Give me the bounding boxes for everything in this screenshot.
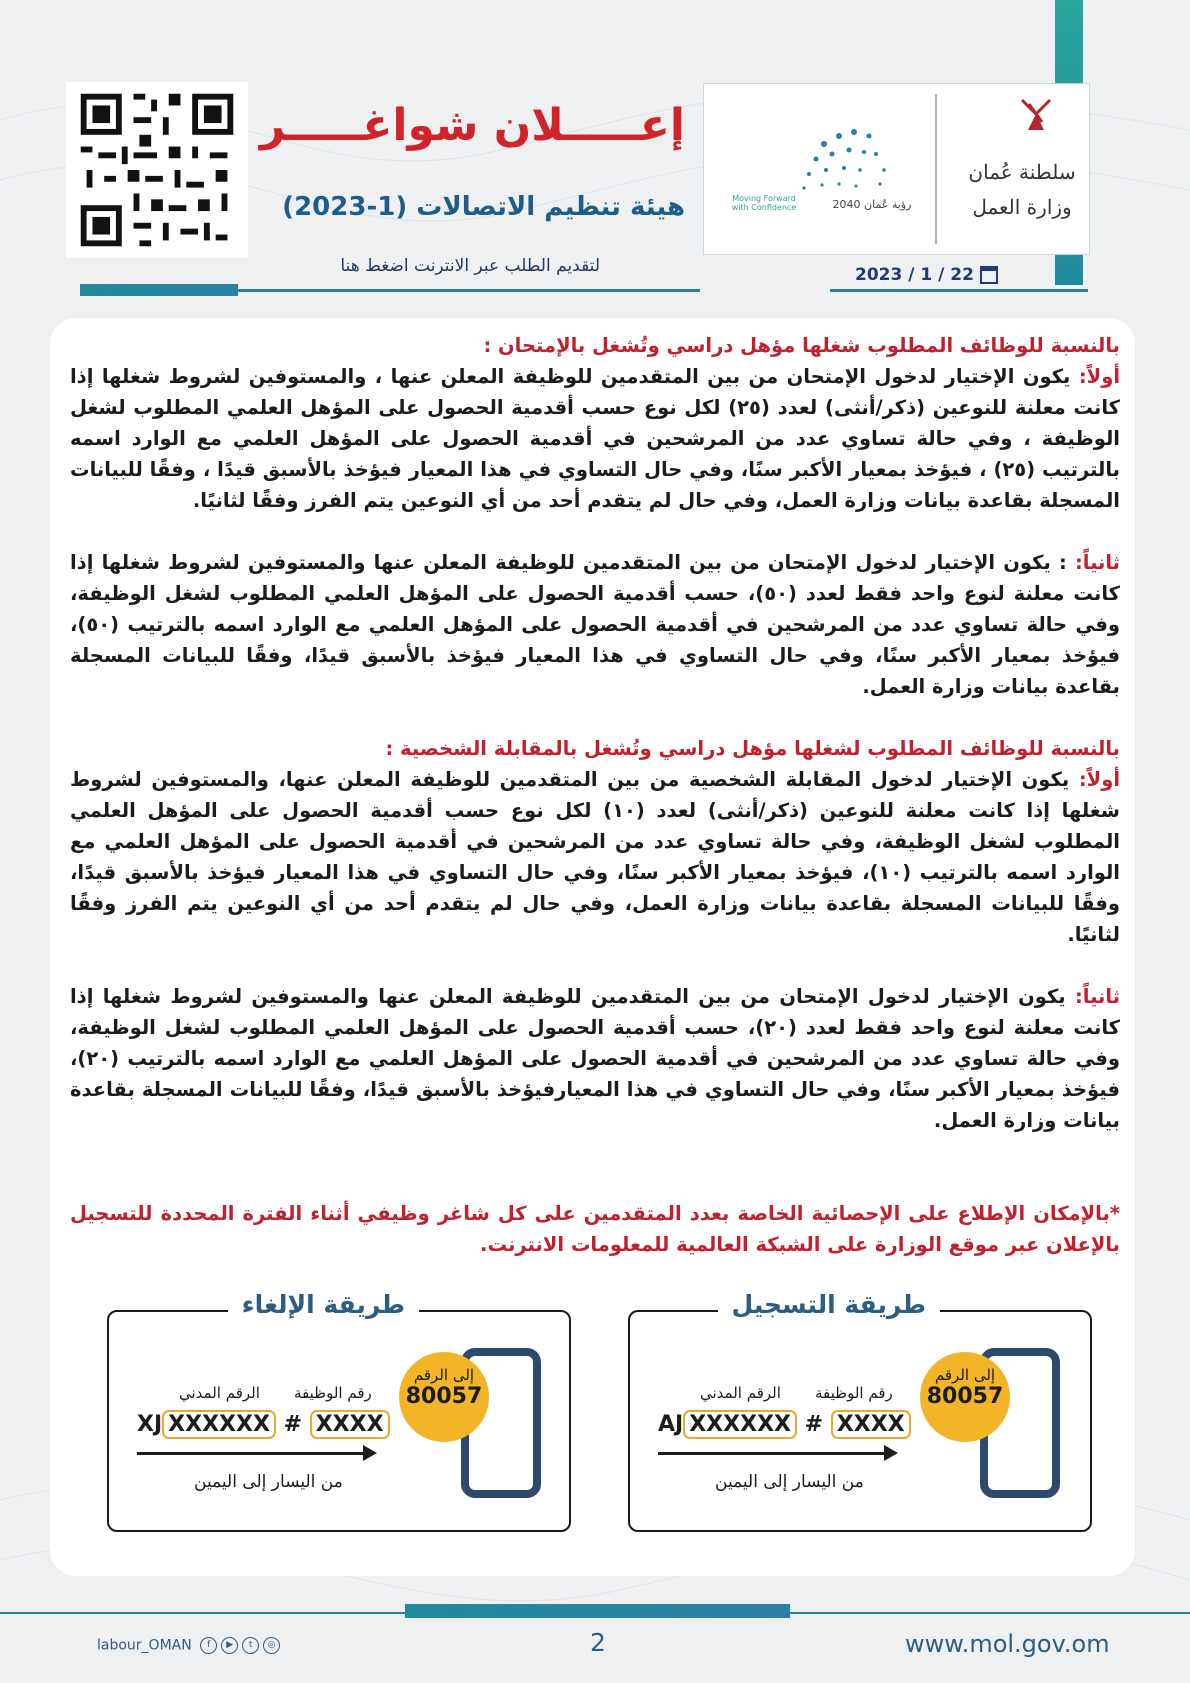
ministry-logo-box (703, 83, 1090, 255)
sms-number-bubble (399, 1352, 489, 1442)
section2-first-text: يكون الإختيار لدخول المقابلة الشخصية من بين المتقدمين للوظيفة المعلن عنها، والمستوفين لشروط شغلها إذا كانت معلنة للنوعين (ذكر/أنثى) لعدد (١٠) لكل نوع حسب أقدمية الحصول على المؤهل العلمي المطلوب لشغل الوظيفة، وفي حالة تساوي عدد من المرشحين في أقدمية الحصول على المؤهل العلمي مع الوارد اسمه بالترتيب (١٠)، فيؤخذ بمعيار الأكبر سنًا، وفي حال التساوي في هذا المعيار فيؤخذ بالأسبق قيدًا، وفقًا للبيانات المسجلة بقاعدة بيانات وزارة العمل، وفي حال لم يتقدم أحد من أي النوعين يتم الفرز وفقًا لثانيًا. (70, 768, 1120, 946)
social-handle[interactable]: labour_OMAN (97, 1637, 192, 1654)
section2-first-lead: أولاً: (1078, 768, 1120, 791)
registration-title: طريقة التسجيل (718, 1290, 940, 1319)
registration-method-box (628, 1290, 1092, 1532)
announcement-body (70, 330, 1120, 1260)
civil-number-label: الرقم المدني (179, 1384, 260, 1402)
instagram-icon[interactable]: ◎ (263, 1637, 280, 1654)
cancellation-title: طريقة الإلغاء (228, 1290, 419, 1319)
qr-code-icon (66, 82, 248, 258)
hash-separator: # (283, 1412, 303, 1437)
statistics-note: *بالإمكان الإطلاع على الإحصائية الخاصة بعدد المتقدمين على كل شاغر وظيفي أثناء الفترة المحددة للتسجيل بالإعلان عبر موقع الوزارة على الشبكة العالمية للمعلومات الانترنت. (70, 1202, 1120, 1256)
section1-first-text: يكون الإختيار لدخول الإمتحان من بين المتقدمين للوظيفة المعلن عنها ، والمستوفين لشروط شغلها إذا كانت معلنة للنوعين (ذكر/أنثى) لعدد (٢٥) لكل نوع حسب أقدمية الحصول على المؤهل العلمي المطلوب لشغل الوظيفة ، وفي حالة تساوي عدد من المرشحين في أقدمية الحصول على المؤهل العلمي مع الوارد اسمه بالترتيب (٢٥) ، فيؤخذ بمعيار الأكبر سنًا، وفي حال التساوي في هذا المعيار فيؤخذ بالأسبق قيدًا ، وفقًا للبيانات المسجلة بقاعدة بيانات وزارة العمل، وفي حال لم يتقدم أحد من أي النوعين يتم الفرز وفقًا لثانيًا. (70, 365, 1121, 512)
sms-format (137, 1410, 390, 1439)
section1-second-text: : يكون الإختيار لدخول الإمتحان من بين المتقدمين للوظيفة المعلن عنها والمستوفين لشروط شغلها إذا كانت معلنة لنوع واحد فقط لعدد (٥٠)، حسب أقدمية الحصول على المؤهل العلمي المطلوب لشغل الوظيفة، وفي حالة تساوي عدد من المرشحين في أقدمية الحصول على المؤهل العلمي مع الوارد اسمه بالترتيب (٥٠)، فيؤخذ بمعيار الأكبر سنًا، وفي حال التساوي في هذا المعيار فيؤخذ بالأسبق قيدًا، وفقًا للبيانات المسجلة بقاعدة بيانات وزارة العمل. (70, 551, 1120, 698)
cancellation-method-box (107, 1290, 571, 1532)
svg-text:سلطنة عُمان: سلطنة عُمان (968, 160, 1076, 184)
section2-second-text: يكون الإختيار لدخول الإمتحان من بين المتقدمين للوظيفة المعلن عنها والمستوفين لشروط شغلها إذا كانت معلنة لنوع واحد فقط لعدد (٢٠)، حسب أقدمية الحصول على المؤهل العلمي المطلوب لشغل الوظيفة، وفي حالة تساوي عدد من المرشحين في أقدمية الحصول على المؤهل العلمي مع الوارد اسمه بالترتيب (٢٠)، فيؤخذ بمعيار الأكبر سنًا، وفي حال التساوي في هذا المعيارفيؤخذ بالأسبق قيدًا، وفقًا للبيانات المسجلة بقاعدة بيانات وزارة العمل. (70, 985, 1120, 1132)
date-label (855, 265, 998, 285)
sms-number-bubble (920, 1352, 1010, 1442)
footer-accent-bar (405, 1604, 790, 1618)
section2-second-lead: ثانياً: (1074, 985, 1121, 1008)
header-divider-left (80, 289, 700, 292)
qr-code[interactable] (66, 82, 248, 258)
section1-second-paragraph (70, 547, 1120, 702)
sms-number: 80057 (926, 1384, 1004, 1409)
svg-text:Moving Forward: Moving Forward (732, 194, 796, 203)
hash-separator: # (804, 1412, 824, 1437)
twitter-icon[interactable]: t (242, 1637, 259, 1654)
youtube-icon[interactable]: ▶ (221, 1637, 238, 1654)
direction-text: من اليسار إلى اليمين (715, 1472, 864, 1492)
section2-heading: بالنسبة للوظائف المطلوب لشغلها مؤهل دراسي وتُشغل بالمقابلة الشخصية : (385, 737, 1120, 760)
website-link[interactable]: www.mol.gov.om (905, 1630, 1110, 1658)
job-code-pill: XXXX (831, 1410, 911, 1439)
social-links (97, 1637, 280, 1654)
facebook-icon[interactable]: f (200, 1637, 217, 1654)
apply-online-link[interactable]: لتقديم الطلب عبر الانترنت اضغط هنا (340, 256, 600, 276)
to-number-label: إلى الرقم (413, 1366, 475, 1384)
direction-arrow-icon (137, 1452, 367, 1455)
page-number: 2 (590, 1628, 606, 1657)
page-title: إعـــــلان شواغـــــر (259, 100, 685, 151)
header-divider-right (830, 289, 1088, 292)
code-prefix: AJ (658, 1412, 684, 1437)
svg-text:with Confidence: with Confidence (731, 203, 797, 212)
job-number-label: رقم الوظيفة (815, 1384, 893, 1402)
section2-second-paragraph (70, 981, 1120, 1136)
section1-second-lead: ثانياً: (1074, 551, 1120, 574)
svg-text:وزارة العمل: وزارة العمل (972, 195, 1072, 219)
job-code-pill: XXXX (310, 1410, 390, 1439)
to-number-label: إلى الرقم (934, 1366, 996, 1384)
vision-2040-icon (802, 129, 885, 190)
section2-first-paragraph (70, 764, 1120, 950)
job-number-label: رقم الوظيفة (294, 1384, 372, 1402)
sms-format (658, 1410, 911, 1439)
direction-arrow-icon (658, 1452, 888, 1455)
section1-first-lead: أولاً: (1078, 365, 1120, 388)
code-prefix: XJ (137, 1412, 163, 1437)
direction-text: من اليسار إلى اليمين (194, 1472, 343, 1492)
civil-code-pill: XXXXXX (683, 1410, 797, 1439)
oman-emblem-icon (1022, 100, 1050, 130)
section1-first-paragraph (70, 361, 1120, 516)
civil-number-label: الرقم المدني (700, 1384, 781, 1402)
svg-text:رؤية عُمان 2040: رؤية عُمان 2040 (832, 198, 912, 211)
date-text: 2023 / 1 / 22 (855, 265, 974, 285)
civil-code-pill: XXXXXX (162, 1410, 276, 1439)
page-subtitle: هيئة تنظيم الاتصالات (1-2023) (282, 192, 685, 222)
ministry-logos (704, 84, 1089, 254)
sms-number: 80057 (405, 1384, 483, 1409)
section1-heading: بالنسبة للوظائف المطلوب شغلها مؤهل دراسي وتُشغل بالإمتحان : (483, 334, 1120, 357)
calendar-icon (980, 266, 998, 284)
